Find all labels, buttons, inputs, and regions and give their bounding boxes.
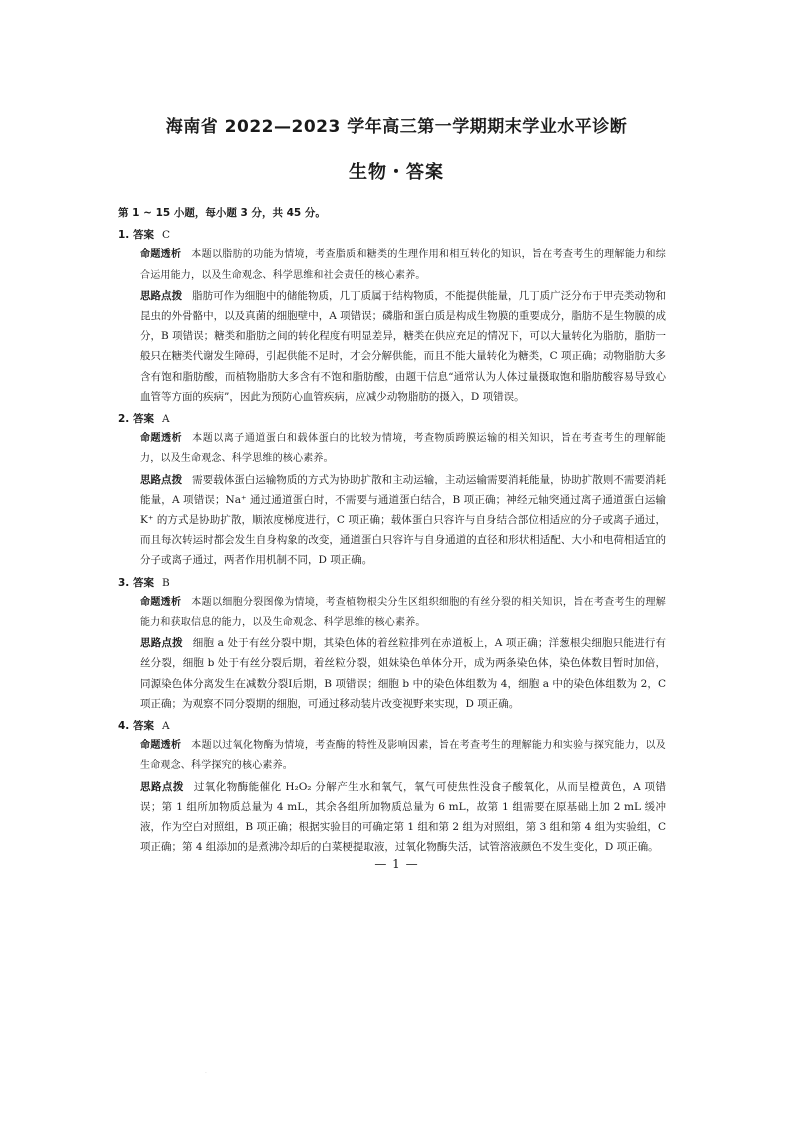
question-number: 1. 答案 (118, 229, 154, 242)
question-number: 4. 答案 (118, 720, 154, 733)
answer-content (118, 203, 666, 858)
hint-label: 思路点拨 (140, 637, 183, 650)
analysis-paragraph (118, 593, 666, 633)
hint-label: 思路点拨 (140, 780, 184, 793)
analysis-text: 本题以细胞分裂图像为情境，考查植物根尖分生区组织细胞的有丝分裂的相关知识，旨在考查考生的理解能力和获取信息的能力，以及生命观念、科学思维的核心素养。 (140, 596, 666, 629)
analysis-label: 命题透析 (140, 433, 183, 445)
question-block (118, 716, 666, 857)
question-number: 2. 答案 (118, 413, 154, 426)
hint-paragraph (118, 777, 666, 858)
hint-text: 脂肪可作为细胞中的储能物质，几丁质属于结构物质，不能提供能量，几丁质广泛分布于甲壳类动物和昆虫的外骨骼中，以及真菌的细胞壁中，A 项错误；磷脂和蛋白质是构成生物膜的重要成分，脂肪不是生物膜的成分，B 项错误；糖类和脂肪之间的转化程度有明显差异，糖类在供应充足的情况下，可以大量转化为脂肪，脂肪一般只在糖类代谢发生障碍，引起供能不足时，才会分解供能，而且不能大量转化为糖类，C 项正确；动物脂肪大多含有饱和脂肪酸，而植物脂肪大多含有不饱和脂肪酸，由题干信息“通常认为人体过量摄取饱和脂肪酸容易导致心血管等方面的疾病”，因此为预防心血管疾病，应减少动物脂肪的摄入，D 项错误。 (140, 289, 666, 403)
scan-mark: ． (205, 1068, 212, 1075)
page-number: — 1 — (374, 857, 419, 871)
hint-text: 过氧化物酶能催化 H₂O₂ 分解产生水和氧气，氧气可使焦性没食子酸氧化，从而呈橙黄色，A 项错误；第 1 组所加物质总量为 4 mL，其余各组所加物质总量为 6 mL，故第 1 组需要在原基础上加 2 mL 缓冲液，作为空白对照组，B 项正确；根据实验目的可确定第 1 组和第 2 组为对照组，第 3 组和第 4 组为实验组，C 项正确；第 4 组添加的是煮沸冷却后的白菜梗提取液，过氧化物酶失活，试管溶液颜色不发生变化，D 项正确。 (140, 780, 666, 854)
analysis-label: 命题透析 (140, 249, 182, 261)
answer-letter: B (161, 576, 170, 589)
analysis-paragraph (118, 736, 666, 776)
hint-text: 细胞 a 处于有丝分裂中期，其染色体的着丝粒排列在赤道板上，A 项正确；洋葱根尖细胞只能进行有丝分裂，细胞 b 处于有丝分裂后期，着丝粒分裂，姐妹染色单体分开，成为两条染色体，染色体数目暂时加倍，同源染色体分离发生在减数分裂Ⅰ后期，B 项错误；细胞 b 中的染色体组数为 4，细胞 a 中的染色体组数为 2，C 项正确；为观察不同分裂期的细胞，可通过移动装片改变视野来实现，D 项正确。 (140, 637, 666, 710)
analysis-label: 命题透析 (140, 596, 182, 608)
hint-text: 需要载体蛋白运输物质的方式为协助扩散和主动运输，主动运输需要消耗能量，协助扩散则不需要消耗能量，A 项错误；Na⁺ 通过通道蛋白时，不需要与通道蛋白结合，B 项正确；神经元轴突通过离子通道蛋白运输 K⁺ 的方式是协助扩散，顺浓度梯度进行，C 项正确；载体蛋白只容许与自身结合部位相适应的分子或离子通过，而且每次转运时都会发生自身构象的改变，通道蛋白只容许与自身通道的直径和形状相适配、大小和电荷相适宜的分子或离子通过，两者作用机制不同，D 项正确。 (140, 473, 666, 567)
analysis-text: 本题以离子通道蛋白和载体蛋白的比较为情境，考查物质跨膜运输的相关知识，旨在考查考生的理解能力，以及生命观念、科学思维的核心素养。 (140, 433, 666, 465)
question-block (118, 409, 666, 571)
page-subtitle: 生物・答案 (349, 162, 444, 183)
answer-letter: C (161, 229, 170, 242)
question-heading (118, 225, 666, 245)
question-heading (118, 573, 666, 593)
question-heading (118, 409, 666, 429)
page-title: 海南省 2022—2023 学年高三第一学期期末学业水平诊断 (165, 117, 628, 137)
question-block (118, 573, 666, 714)
hint-label: 思路点拨 (140, 289, 183, 302)
analysis-text: 本题以脂肪的功能为情境，考查脂质和糖类的生理作用和相互转化的知识，旨在考查考生的理解能力和综合运用能力，以及生命观念、科学思维和社会责任的核心素养。 (140, 249, 666, 281)
answer-letter: A (161, 720, 170, 733)
analysis-paragraph (118, 429, 666, 469)
question-number: 3. 答案 (118, 576, 154, 589)
hint-paragraph (118, 286, 666, 407)
analysis-label: 命题透析 (140, 740, 182, 752)
hint-label: 思路点拨 (140, 473, 183, 486)
scoring-note: 第 1 ~ 15 小题，每小题 3 分，共 45 分。 (118, 207, 326, 219)
analysis-paragraph (118, 245, 666, 285)
question-heading (118, 716, 666, 736)
answer-letter: A (161, 413, 170, 426)
analysis-text: 本题以过氧化物酶为情境，考查酶的特性及影响因素，旨在考查考生的理解能力和实验与探究能力，以及生命观念、科学探究的核心素养。 (140, 740, 666, 772)
hint-paragraph (118, 470, 666, 571)
question-block (118, 225, 666, 407)
hint-paragraph (118, 633, 666, 714)
